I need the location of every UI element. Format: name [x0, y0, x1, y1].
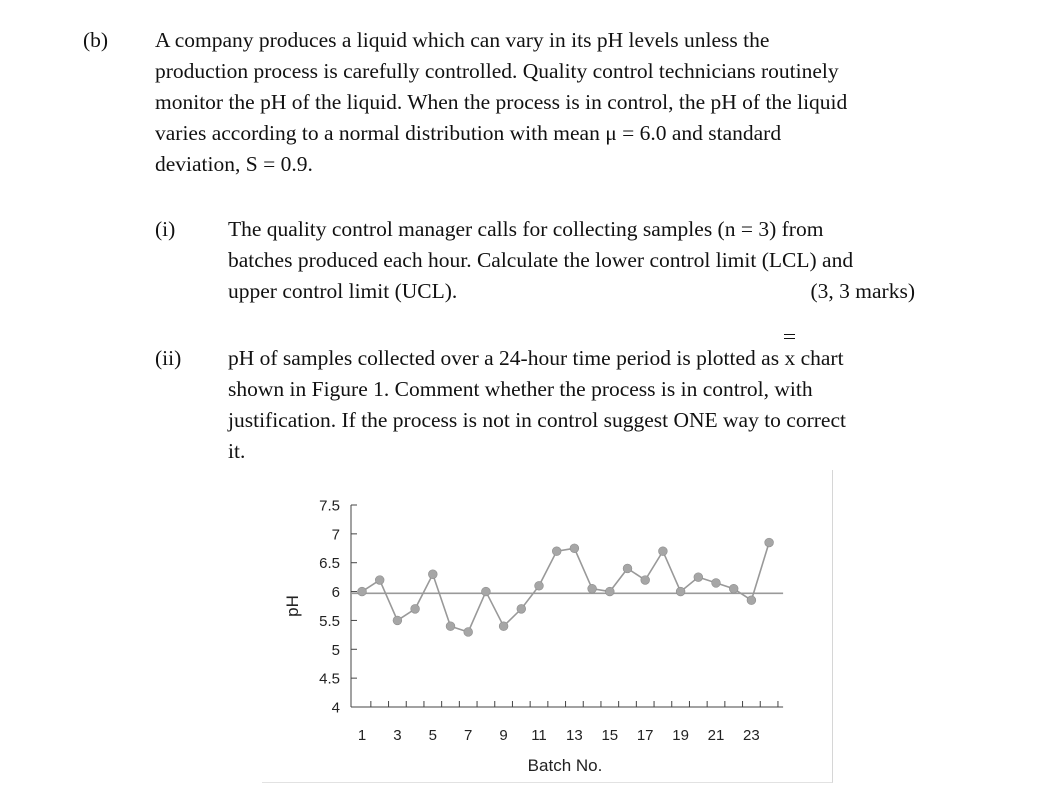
data-point	[482, 587, 491, 596]
data-point	[605, 587, 614, 596]
x-tick-label: 7	[464, 727, 473, 744]
data-point	[446, 622, 455, 631]
x-tick-label: 15	[601, 727, 619, 744]
marks-allocation: (3, 3 marks)	[810, 279, 915, 303]
data-point	[676, 587, 685, 596]
paragraph-line: upper control limit (UCL).	[228, 279, 458, 303]
y-tick-label: 4	[331, 699, 340, 717]
y-tick-label: 7.5	[319, 497, 340, 515]
data-point	[411, 604, 420, 613]
data-point	[535, 581, 544, 590]
data-point	[428, 570, 437, 579]
paragraph-line: monitor the pH of the liquid. When the process is in control, the pH of the liquid	[155, 90, 848, 114]
paragraph-text: pH of samples collected over a 24-hour time period is plotted as	[228, 346, 780, 370]
x-tick-label: 19	[672, 727, 689, 744]
x-tick-label: 3	[393, 727, 402, 744]
y-tick-label: 4.5	[319, 670, 340, 688]
x-tick-label: 1	[357, 727, 367, 744]
data-point	[694, 573, 703, 582]
x-tick-label: 9	[499, 727, 508, 744]
y-tick-label: 5	[331, 641, 340, 659]
x-tick-label: 13	[566, 727, 583, 744]
data-point	[659, 547, 668, 556]
x-tick-label: 17	[636, 727, 654, 744]
data-point	[765, 538, 774, 547]
chart-series	[351, 538, 783, 636]
part-ii-label: (ii)	[155, 346, 182, 370]
data-point	[623, 564, 632, 573]
data-point	[641, 576, 650, 585]
paragraph-line: production process is carefully controlled. Quality control technicians routinely	[155, 59, 839, 83]
paragraph-text: chart	[800, 346, 844, 370]
x-tick-label: 21	[707, 727, 725, 744]
y-axis-label: pH	[283, 595, 302, 617]
data-point	[552, 547, 561, 556]
data-point	[499, 622, 508, 631]
part-b-label: (b)	[83, 28, 109, 52]
data-point	[358, 587, 367, 596]
paragraph-line: justification. If the process is not in control suggest ONE way to correct	[228, 408, 846, 432]
paragraph-line: it.	[228, 439, 246, 463]
x-tick-label: 11	[531, 727, 547, 744]
y-tick-label: 6	[331, 584, 340, 602]
paragraph-line: shown in Figure 1. Comment whether the process is in control, with	[228, 377, 813, 401]
paragraph-line: varies according to a normal distribution with mean μ = 6.0 and standard	[155, 121, 782, 145]
x-tick-label: 23	[743, 727, 760, 744]
data-point	[464, 628, 473, 637]
x-axis-label: Batch No.	[527, 756, 603, 775]
x-tick-label: 5	[428, 727, 437, 744]
data-point	[393, 616, 402, 625]
series-line	[362, 543, 769, 632]
paragraph-line: batches produced each hour. Calculate the lower control limit (LCL) and	[228, 248, 854, 272]
paragraph-line: deviation, S = 0.9.	[155, 152, 313, 176]
data-point	[712, 579, 721, 588]
y-tick-label: 7	[331, 526, 340, 544]
data-point	[517, 604, 526, 613]
data-point	[570, 544, 579, 553]
y-tick-label: 6.5	[319, 555, 340, 573]
data-point	[588, 584, 597, 593]
y-tick-label: 5.5	[319, 612, 340, 630]
data-point	[747, 596, 756, 605]
data-point	[375, 576, 384, 585]
data-point	[729, 584, 738, 593]
part-i-label: (i)	[155, 217, 176, 241]
x-double-bar-symbol: x	[784, 343, 795, 374]
paragraph-line: A company produces a liquid which can vary in its pH levels unless the	[155, 28, 770, 52]
paragraph-line: The quality control manager calls for collecting samples (n = 3) from	[228, 217, 824, 241]
